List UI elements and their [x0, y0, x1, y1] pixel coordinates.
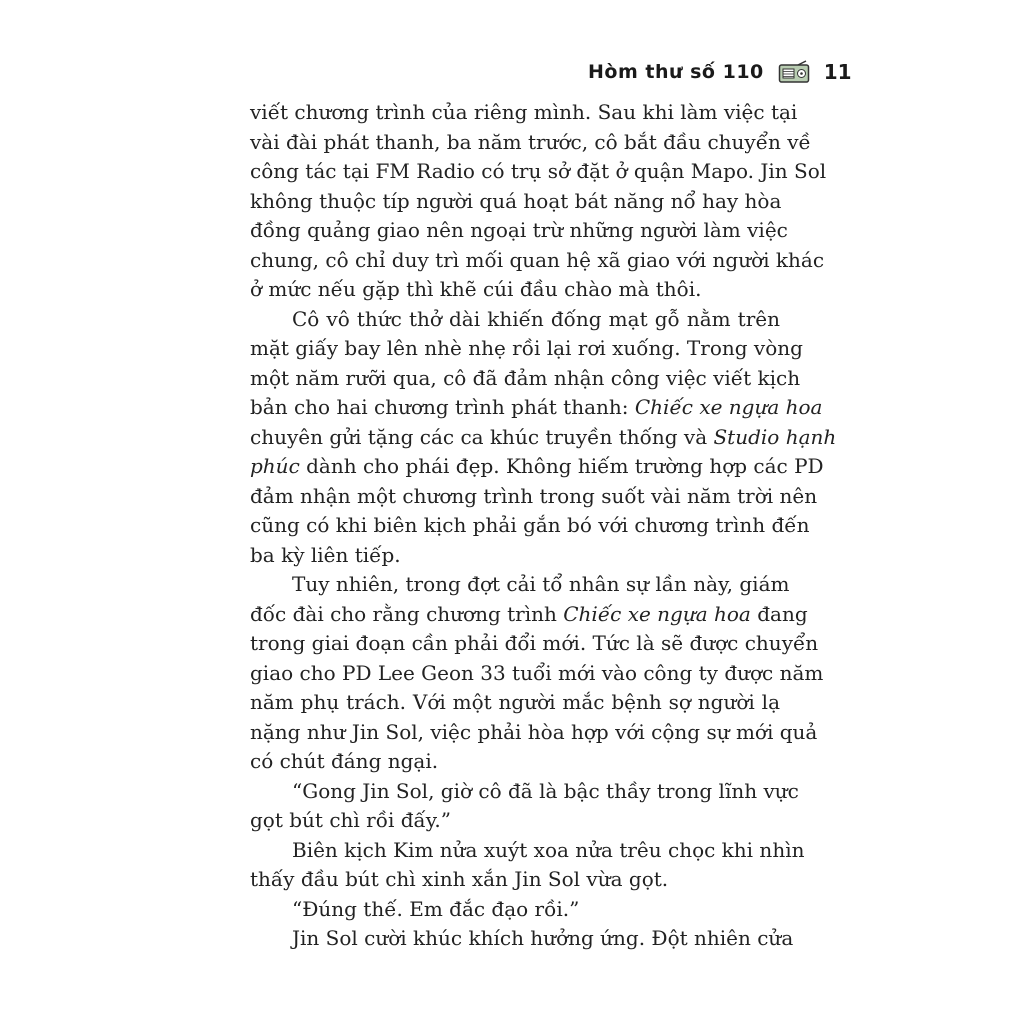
text-line	[250, 216, 788, 246]
body-text	[250, 98, 837, 954]
text-segment: chuyên gửi tặng các ca khúc truyền thống và	[250, 424, 714, 449]
text-line	[250, 364, 801, 394]
text-line	[250, 275, 780, 305]
text-line	[250, 423, 837, 453]
running-header	[588, 54, 852, 90]
text-segment: năm phụ trách. Với một người mắc bệnh sợ người lạ	[250, 690, 780, 714]
text-line	[250, 865, 780, 895]
text-line	[250, 836, 805, 866]
text-segment: một năm rưỡi qua, cô đã đảm nhận công việc viết kịch	[250, 365, 801, 390]
text-line	[250, 747, 780, 777]
text-segment: dành cho phái đẹp. Không hiếm trường hợp các PD	[299, 454, 824, 478]
text-line	[250, 98, 798, 128]
text-segment: trong giai đoạn cần phải đổi mới. Tức là sẽ được chuyển	[250, 631, 819, 655]
text-segment: đang	[750, 601, 808, 626]
page-number: 11	[823, 60, 852, 84]
text-segment: giao cho PD Lee Geon 33 tuổi mới vào công ty được năm	[250, 660, 824, 685]
text-line	[250, 452, 824, 482]
italic-title: Chiếc xe ngựa hoa	[563, 601, 751, 626]
text-segment: mặt giấy bay lên nhè nhẹ rồi lại rơi xuống. Trong vòng	[250, 336, 803, 360]
text-segment: “Gong Jin Sol, giờ cô đã là bậc thầy trong lĩnh vực	[292, 778, 799, 803]
radio-icon	[778, 60, 810, 84]
text-segment: công tác tại FM Radio có trụ sở đặt ở quận Mapo. Jin Sol	[250, 159, 827, 183]
text-line	[250, 187, 780, 217]
chapter-title: Hòm thư số 110	[588, 61, 764, 83]
text-line	[250, 600, 808, 630]
text-line	[250, 570, 790, 600]
text-segment: Biên kịch Kim nửa xuýt xoa nửa trêu chọc khi nhìn	[292, 837, 805, 862]
text-segment: vài đài phát thanh, ba năm trước, cô bắt đầu chuyển về	[250, 129, 811, 154]
text-line	[250, 659, 824, 689]
text-segment: đốc đài cho rằng chương trình	[250, 601, 564, 626]
text-line	[250, 305, 780, 335]
text-line	[250, 157, 827, 187]
text-line	[250, 541, 780, 571]
text-line	[250, 806, 780, 836]
text-segment: không thuộc típ người quá hoạt bát năng nổ hay hòa	[250, 188, 782, 213]
text-line	[250, 128, 811, 158]
text-segment: đảm nhận một chương trình trong suốt vài năm trời nên	[250, 483, 818, 508]
text-segment: Tuy nhiên, trong đợt cải tổ nhân sự lần này, giám	[292, 572, 790, 596]
text-segment: viết chương trình của riêng mình. Sau khi làm việc tại	[250, 100, 798, 124]
italic-title: Chiếc xe ngựa hoa	[634, 395, 823, 419]
text-segment: chung, cô chỉ duy trì mối quan hệ xã giao với người khác	[250, 247, 825, 272]
text-line	[250, 246, 825, 276]
text-segment: nặng như Jin Sol, việc phải hòa hợp với cộng sự mới quả	[250, 719, 818, 744]
text-segment: “Đúng thế. Em đắc đạo rồi.”	[292, 896, 580, 921]
text-line	[250, 718, 818, 748]
text-segment: thấy đầu bút chì xinh xắn Jin Sol vừa gọt.	[250, 867, 669, 891]
text-segment: cũng có khi biên kịch phải gắn bó với chương trình đến	[250, 513, 810, 537]
text-segment: ở mức nếu gặp thì khẽ cúi đầu chào mà thôi.	[250, 277, 702, 301]
text-line	[250, 334, 803, 364]
text-segment: đồng quảng giao nên ngoại trừ những người làm việc	[250, 218, 788, 242]
text-segment: gọt bút chì rồi đấy.”	[250, 808, 451, 832]
text-line	[250, 393, 823, 423]
text-segment: Jin Sol cười khúc khích hưởng ứng. Đột nhiên cửa	[292, 926, 794, 950]
italic-title: phúc	[250, 454, 300, 478]
text-segment: Cô vô thức thở dài khiến đống mạt gỗ nằm trên	[292, 306, 780, 331]
text-line	[250, 511, 810, 541]
text-segment: có chút đáng ngại.	[250, 749, 439, 773]
text-segment: ba kỳ liên tiếp.	[250, 542, 401, 567]
text-line	[250, 924, 794, 954]
text-line	[250, 482, 818, 512]
text-line	[250, 629, 819, 659]
italic-title: Studio hạnh	[713, 424, 837, 449]
text-line	[250, 895, 780, 925]
text-segment: bản cho hai chương trình phát thanh:	[250, 395, 635, 419]
text-line	[250, 688, 780, 718]
text-line	[250, 777, 799, 807]
